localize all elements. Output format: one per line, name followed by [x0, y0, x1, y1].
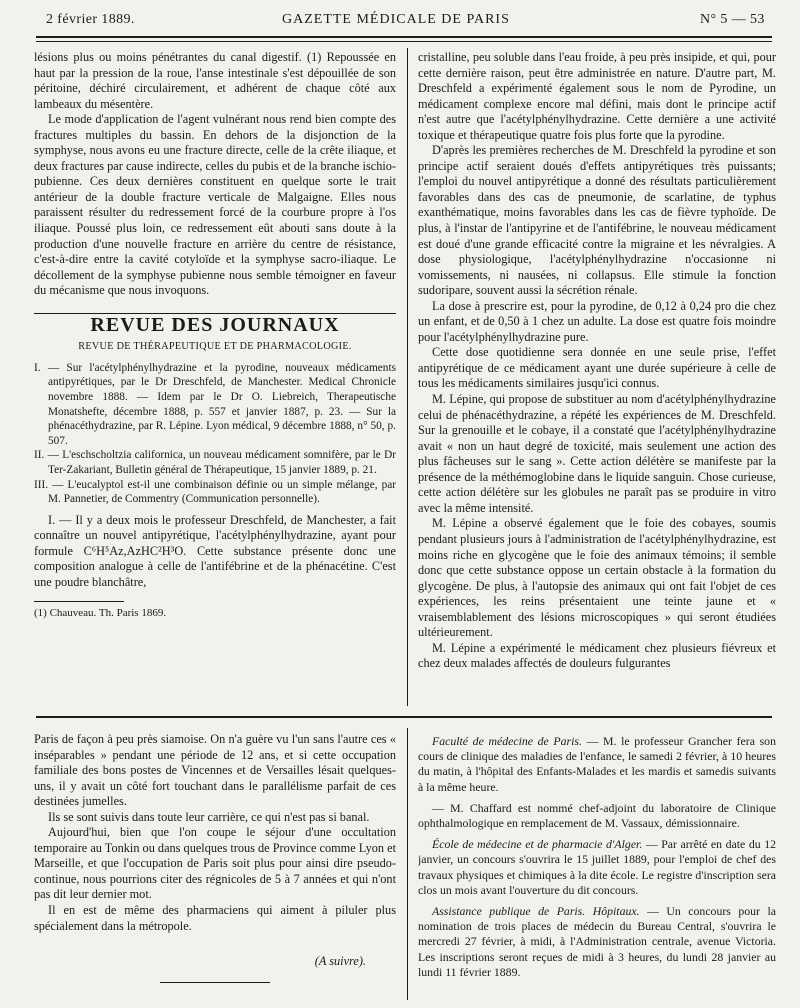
issue-number: N° 5 — 53 [700, 12, 765, 27]
journal-title: GAZETTE MÉDICALE DE PARIS [282, 12, 510, 27]
left-column [34, 50, 396, 710]
announcement: École de médecine et de pharmacie d'Alger. — Par arrêté en date du 12 janvier, un concours s'ouvrira le 15 juillet 1889, pour l'emploi de chef des travaux physiques et chimiques à la dite école. Le registre d'inscription sera clos un mois avant l'ouverture du dit concours. [418, 837, 776, 897]
footnote: (1) Chauveau. Th. Paris 1869. [34, 606, 167, 619]
bottom-right-column [418, 734, 776, 1006]
reference-item: II. — L'eschscholtzia californica, un nouveau médicament somnifère, par le Dr Ter-Zakariant, Bulletin général de Thérapeutique, 15 janvier 1889, p. 21. [34, 449, 396, 476]
end-rule [160, 982, 270, 983]
announcement: — M. Chaffard est nommé chef-adjoint du laboratoire de Clinique ophthalmologique en remplacement de M. Vassaux, démissionnaire. [418, 800, 776, 831]
paragraph: I. — Il y a deux mois le professeur Dreschfeld, de Manchester, a fait connaître un nouvel antipyrétique, l'acétylphénylhydrazine, ayant pour formule C⁶H⁵Az,AzHC²H³O. Cette substance présente donc une composition analogue à celle de l'antifébrine et de la phénacétine. C'est une poudre blanchâtre, [34, 512, 396, 589]
paragraph: D'après les premières recherches de M. Dreschfeld la pyrodine et son principe actif seraient doués d'effets antipyrétiques très puissants; l'emploi du nouvel antipyrétique a donné des résultats particulièrement favorables dans des cas de pneumonie, de scarlatine, de typhus exanthématique, moins favorables dans les cas de fièvre typhoïde. De plus, à l'instar de l'antipyrine et de l'antifébrine, le nouveau médicament est doué d'une grande efficacité contre la migraine et les névralgies. A dose physiologique, l'acétylphénylhydrazine n'occasionne ni vomissements, ni nausées, ni collapsus. Elle stimule la fonction sudoripare, souvent aussi la sécrétion rénale. [418, 143, 776, 298]
bottom-left-column [34, 732, 396, 1004]
announcement-heading: École de médecine et de pharmacie d'Alger. [432, 837, 643, 852]
section-title: REVUE DES JOURNAUX [90, 313, 340, 336]
section-divider [36, 716, 772, 718]
announcement: Assistance publique de Paris. Hôpitaux. — Un concours pour la nomination de trois places de médecin du Bureau Central, s'ouvrira le mercredi 27 février, à midi, à l'Administration centrale, avenue Victoria. Les inscriptions seront reçues de midi à 3 heures, du lundi 28 janvier au lundi 11 février 1889. [418, 904, 776, 979]
paragraph: La dose à prescrire est, pour la pyrodine, de 0,12 à 0,24 pro die chez un enfant, et de 0,50 à 1 chez un adulte. La dose est quatre fois moindre pour l'acétylphénylhydrazine pure. [418, 298, 776, 344]
bottom-column-divider [407, 728, 408, 1000]
paragraph: M. Lépine a expérimenté le médicament chez plusieurs fiévreux et chez deux malades affectés de douleurs fulgurantes [418, 640, 776, 671]
paragraph: lésions plus ou moins pénétrantes du canal digestif. (1) Repoussée en haut par la pression de la roue, l'anse intestinale s'est dépouillée de son péritoine, déchiré circulairement, et adhérent de chaque côté aux lambeaux du mésentère. [34, 50, 396, 111]
paragraph: Il en est de même des pharmaciens qui aiment à piluler plus spécialement dans la métropole. [34, 903, 396, 933]
paragraph: Ils se sont suivis dans toute leur carrière, ce qui n'est pas si banal. [48, 809, 370, 824]
paragraph: M. Lépine a observé également que le foie des cobayes, soumis pendant plusieurs jours à l'administration de l'acétylphénylhydrazine, est moins riche en glycogène que le foie des animaux témoins; il semble donc que cette substance oppose un certain obstacle à la formation du glycogène. De plus, à l'autopsie des animaux qui ont fait l'objet de ces expériences, les reins présentaient une teinte jaune et « vraisemblablement des lésions microscopiques » qui seront étudiées ultérieurement. [418, 516, 776, 640]
reference-item: I. — Sur l'acétylphénylhydrazine et la pyrodine, nouveaux médicaments antipyrétiques, par le Dr Dreschfeld, de Manchester. Medical Chronicle novembre 1888. — Idem par le Dr O. Liebreich, Therapeutische Monatshefte, décembre 1888, p. 557 et janvier 1887, p. 23. — Sur la phénacéthydrazine, par R. Lépine. Lyon médical, 9 décembre 1888, n° 50, p. 507. [34, 361, 396, 447]
right-column [418, 50, 776, 710]
paragraph: Aujourd'hui, bien que l'on coupe le séjour d'une occultation temporaire au Tonkin ou dans quelques trous de Province comme Lyon et Marseille, et que l'occupation de Paris soit plus pour ainsi dire pseudo-continue, nous pourrions citer des régnicoles de 5 à 7 années et qui n'ont pas dit leur dernier mot. [34, 825, 396, 902]
paragraph: M. Lépine, qui propose de substituer au nom d'acétylphénylhydrazine celui de phénacéthydrazine, a répété les expériences de M. Dreschfeld. Sur la grenouille et le cobaye, il a constaté que l'acétylphénylhydrazine avait « non un haut degré de toxicité, mais seulement une action des plus fâcheuses sur le sang ». Cette action délétère se manifeste par la présence de la méthémoglobine dans le liquide sanguin. Chose curieuse, cette action délétère sur les globules ne paraît pas se produire in vitro avec la même intensité. [418, 392, 776, 515]
footnote-rule [34, 601, 124, 602]
paragraph: Cette dose quotidienne sera donnée en une seule prise, l'effet antipyrétique de ce médicament ayant une durée supérieure à celle de tous les médicaments similaires jusqu'ici connus. [418, 345, 776, 391]
to-be-continued: (A suivre). [314, 954, 366, 969]
announcement-heading: Faculté de médecine de Paris. [432, 734, 582, 748]
paragraph: Paris de façon à peu près siamoise. On n'a guère vu l'un sans l'autre ces « inséparables » pendant une période de 12 ans, et si cette occupation familiale des bons postes de Vincennes et de Versailles lésait quelques-uns, il y avait un côté fort touchant dans le parallélisme parfait de ces destinées jumelles. [34, 732, 396, 809]
paragraph: Le mode d'application de l'agent vulnérant nous rend bien compte des fractures multiples du bassin. En dehors de la disjonction de la symphyse, nous avons eu une fracture directe, celle de la crête iliaque, et deux fractures par cause indirecte, celles du pubis et de la branche ischio-pubienne. Ces deux dernières constituent en quelque sorte le trait antérieur de la double fracture verticale de Malgaigne. Elles nous paraissent résulter du redressement forcé de la courbure propre à l'os iliaque. Poussé plus loin, ce redressement eût abouti sans doute à la production d'une nouvelle fracture en arrière du centre de résistance, c'est-à-dire entre la cavité cotyloïde et la symphyse sacro-iliaque. Le décollement de la symphyse pubienne nous semble témoigner en faveur du mécanisme que nous invoquons. [34, 112, 396, 298]
page-date: 2 février 1889. [46, 12, 135, 27]
reference-item: III. — L'eucalyptol est-il une combinaison définie ou un simple mélange, par M. Pannetier, de Commentry (Communication personnelle). [34, 478, 396, 506]
column-divider [407, 48, 408, 706]
section-subtitle: REVUE DE THÉRAPEUTIQUE ET DE PHARMACOLOGIE. [78, 341, 352, 353]
announcement-heading: Assistance publique de Paris. Hôpitaux. [432, 904, 640, 919]
header-rule [36, 36, 772, 38]
paragraph: cristalline, peu soluble dans l'eau froide, à peu près insipide, et qui, pour cette dernière raison, peut être administrée en nature. D'autre part, M. Dreschfeld a expérimenté également sous le nom de Pyrodine, un médicament complexe encore mal défini, mais dont le principe actif n'est autre que l'acétylphénylhydrazine. Cette dernière a une activité toxique et thérapeutique quatre fois plus forte que la pyrodine. [418, 50, 776, 142]
announcement: Faculté de médecine de Paris. — M. le professeur Grancher fera son cours de clinique des maladies de l'enfance, le samedi 2 février, à 10 heures du matin, à l'hôpital des Enfants-Malades et les mardis et samedis suivants à la même heure. [418, 734, 776, 794]
header-rule-thin [36, 41, 772, 42]
